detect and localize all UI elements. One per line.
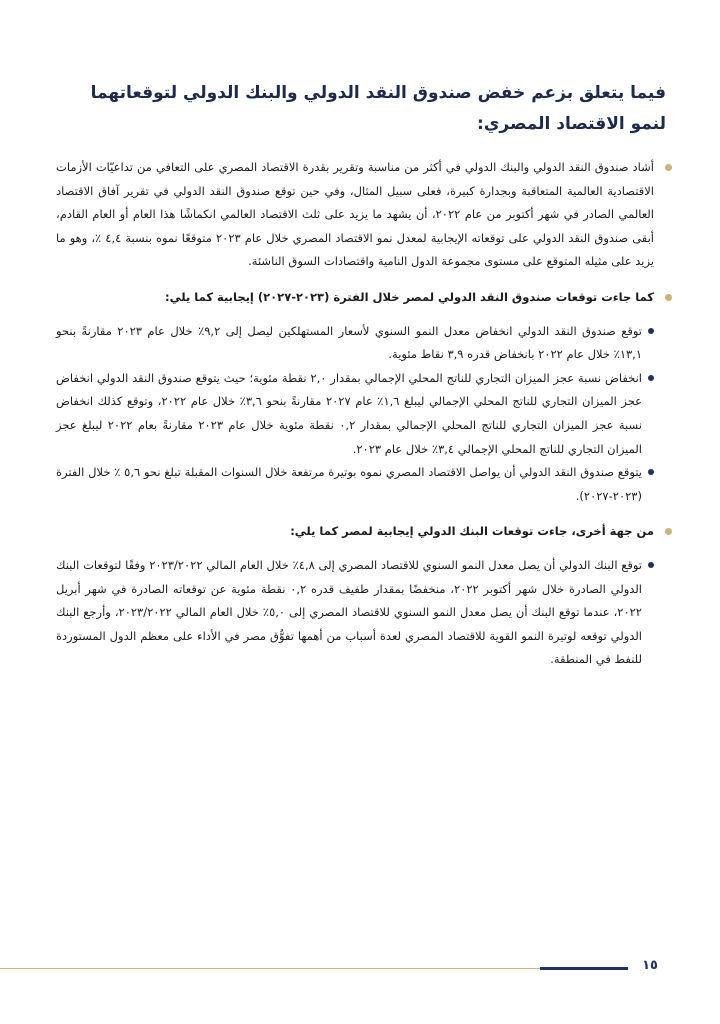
sub-item-text: توقع صندوق النقد الدولي انخفاض معدل النمو السنوي لأسعار المستهلكين ليصل إلى ٩,٢٪ خلال عام ٢٠٢٣ مقارنةً بنحو ١٣,١٪ خلال عام ٢٠٢٢ بانخفاض قدره ٣,٩ نقاط مئوية.: [56, 323, 642, 362]
content: [56, 156, 672, 684]
sub-item-text: يتوقع صندوق النقد الدولي أن يواصل الاقتصاد المصري نموه بوتيرة مرتفعة خلال السنوات المقبلة تبلغ نحو ٥,٦ ٪ خلال الفترة (٢٠٢٣-٢٠٢٧).: [56, 465, 643, 503]
sub-item: [56, 320, 654, 367]
navy-bullet-icon: [648, 328, 654, 334]
sub-item-text: انخفاض نسبة عجز الميزان التجاري للناتج المحلي الإجمالي بمقدار ٢,٠ نقطة مئوية؛ حيث يتوقع صندوق النقد الدولي انخفاض عجز الميزان التجاري للناتج المحلي الإجمالي ليبلغ ١,٦٪ عام ٢٠٢٧ مقارنةً بنحو ٣,٦٪ خلال عام ٢٠٢٢، وتوقع كذلك انخفاض نسبة عجز الميزان التجاري للناتج المحلي الإجمالي بمقدار ٠,٢ نقطة مئوية خلال عام ٢٠٢٣ مقارنةً بعام ٢٠٢٢ ليبلغ عجز الميزان التجاري للناتج المحلي الإجمالي ٣,٤٪ خلال عام ٢٠٢٣.: [56, 370, 642, 456]
page-number: ١٥: [642, 958, 658, 973]
footer-rule: [0, 968, 628, 969]
gold-bullet-icon: [665, 294, 672, 301]
gold-bullet-icon: [665, 528, 672, 535]
sub-item-text: توقع البنك الدولي أن يصل معدل النمو السنوي للاقتصاد المصري إلى ٤,٨٪ خلال العام المالي ٢٠٢٣/٢٠٢٢ وفقًا لتوقعات البنك الدولي الصادرة خلال شهر أكتوبر ٢٠٢٢، منخفضًا بمقدار طفيف قدره ٠,٢ نقطة مئوية عن توقعاته الصادرة في شهر أبريل ٢٠٢٢، عندما توقع البنك أن يصل معدل النمو السنوي للاقتصاد المصري إلى ٥,٠٪ خلال العام المالي ٢٠٢٣/٢٠٢٢، وأرجع البنك الدولي توقعه لوتيرة النمو القوية للاقتصاد المصري لعدة أسباب من أهمها تفوُّق مصر في الأداء على معظم الدول المستوردة للنفط في المنطقة.: [56, 557, 643, 667]
bullet-intro: من جهة أخرى، جاءت توقعات البنك الدولي إيجابية لمصر كما يلي:: [290, 524, 654, 539]
navy-bullet-icon: [648, 562, 654, 568]
sub-list: [56, 554, 654, 672]
bullet-imf-praise: [56, 156, 672, 274]
bullet-world-bank: [56, 520, 672, 672]
sub-item: [56, 461, 654, 508]
sub-item: [56, 554, 654, 672]
sub-item: [56, 367, 654, 461]
navy-bullet-icon: [648, 375, 654, 381]
footer-accent-rule: [540, 967, 628, 970]
sub-list: [56, 320, 654, 509]
bullet-imf-forecasts: [56, 286, 672, 508]
page-title: فيما يتعلق بزعم خفض صندوق النقد الدولي والبنك الدولي لتوقعاتهما لنمو الاقتصاد المصري:: [90, 83, 666, 134]
bullet-intro: كما جاءت توقعات صندوق النقد الدولي لمصر خلال الفترة (٢٠٢٣-٢٠٢٧) إيجابية كما يلي:: [165, 289, 654, 304]
gold-bullet-icon: [665, 164, 672, 171]
bullet-text: أشاد صندوق النقد الدولي والبنك الدولي في أكثر من مناسبة وتقرير بقدرة الاقتصاد المصري على التعافي من تداعيّات الأزمات الاقتصادية العالمية المتعاقبة وبجدارة كبيرة، فعلى سبيل المثال، وفي حين توقع صندوق النقد الدولي في تقرير آفاق الاقتصاد العالمي الصادر في شهر أكتوبر من عام ٢٠٢٢، أن يشهد ما يزيد على ثلث الاقتصاد العالمي انكماشًا هذا العام أو العام القادم، أبقى صندوق النقد الدولي على توقعاته الإيجابية لمعدل نمو الاقتصاد المصري خلال عام ٢٠٢٣ متوقعًا نموه بنسبة ٤,٤ ٪، وهو ما يزيد على مثيله المتوقع على مستوى مجموعة الدول النامية واقتصادات السوق الناشئة.: [56, 160, 654, 269]
navy-bullet-icon: [648, 469, 654, 475]
